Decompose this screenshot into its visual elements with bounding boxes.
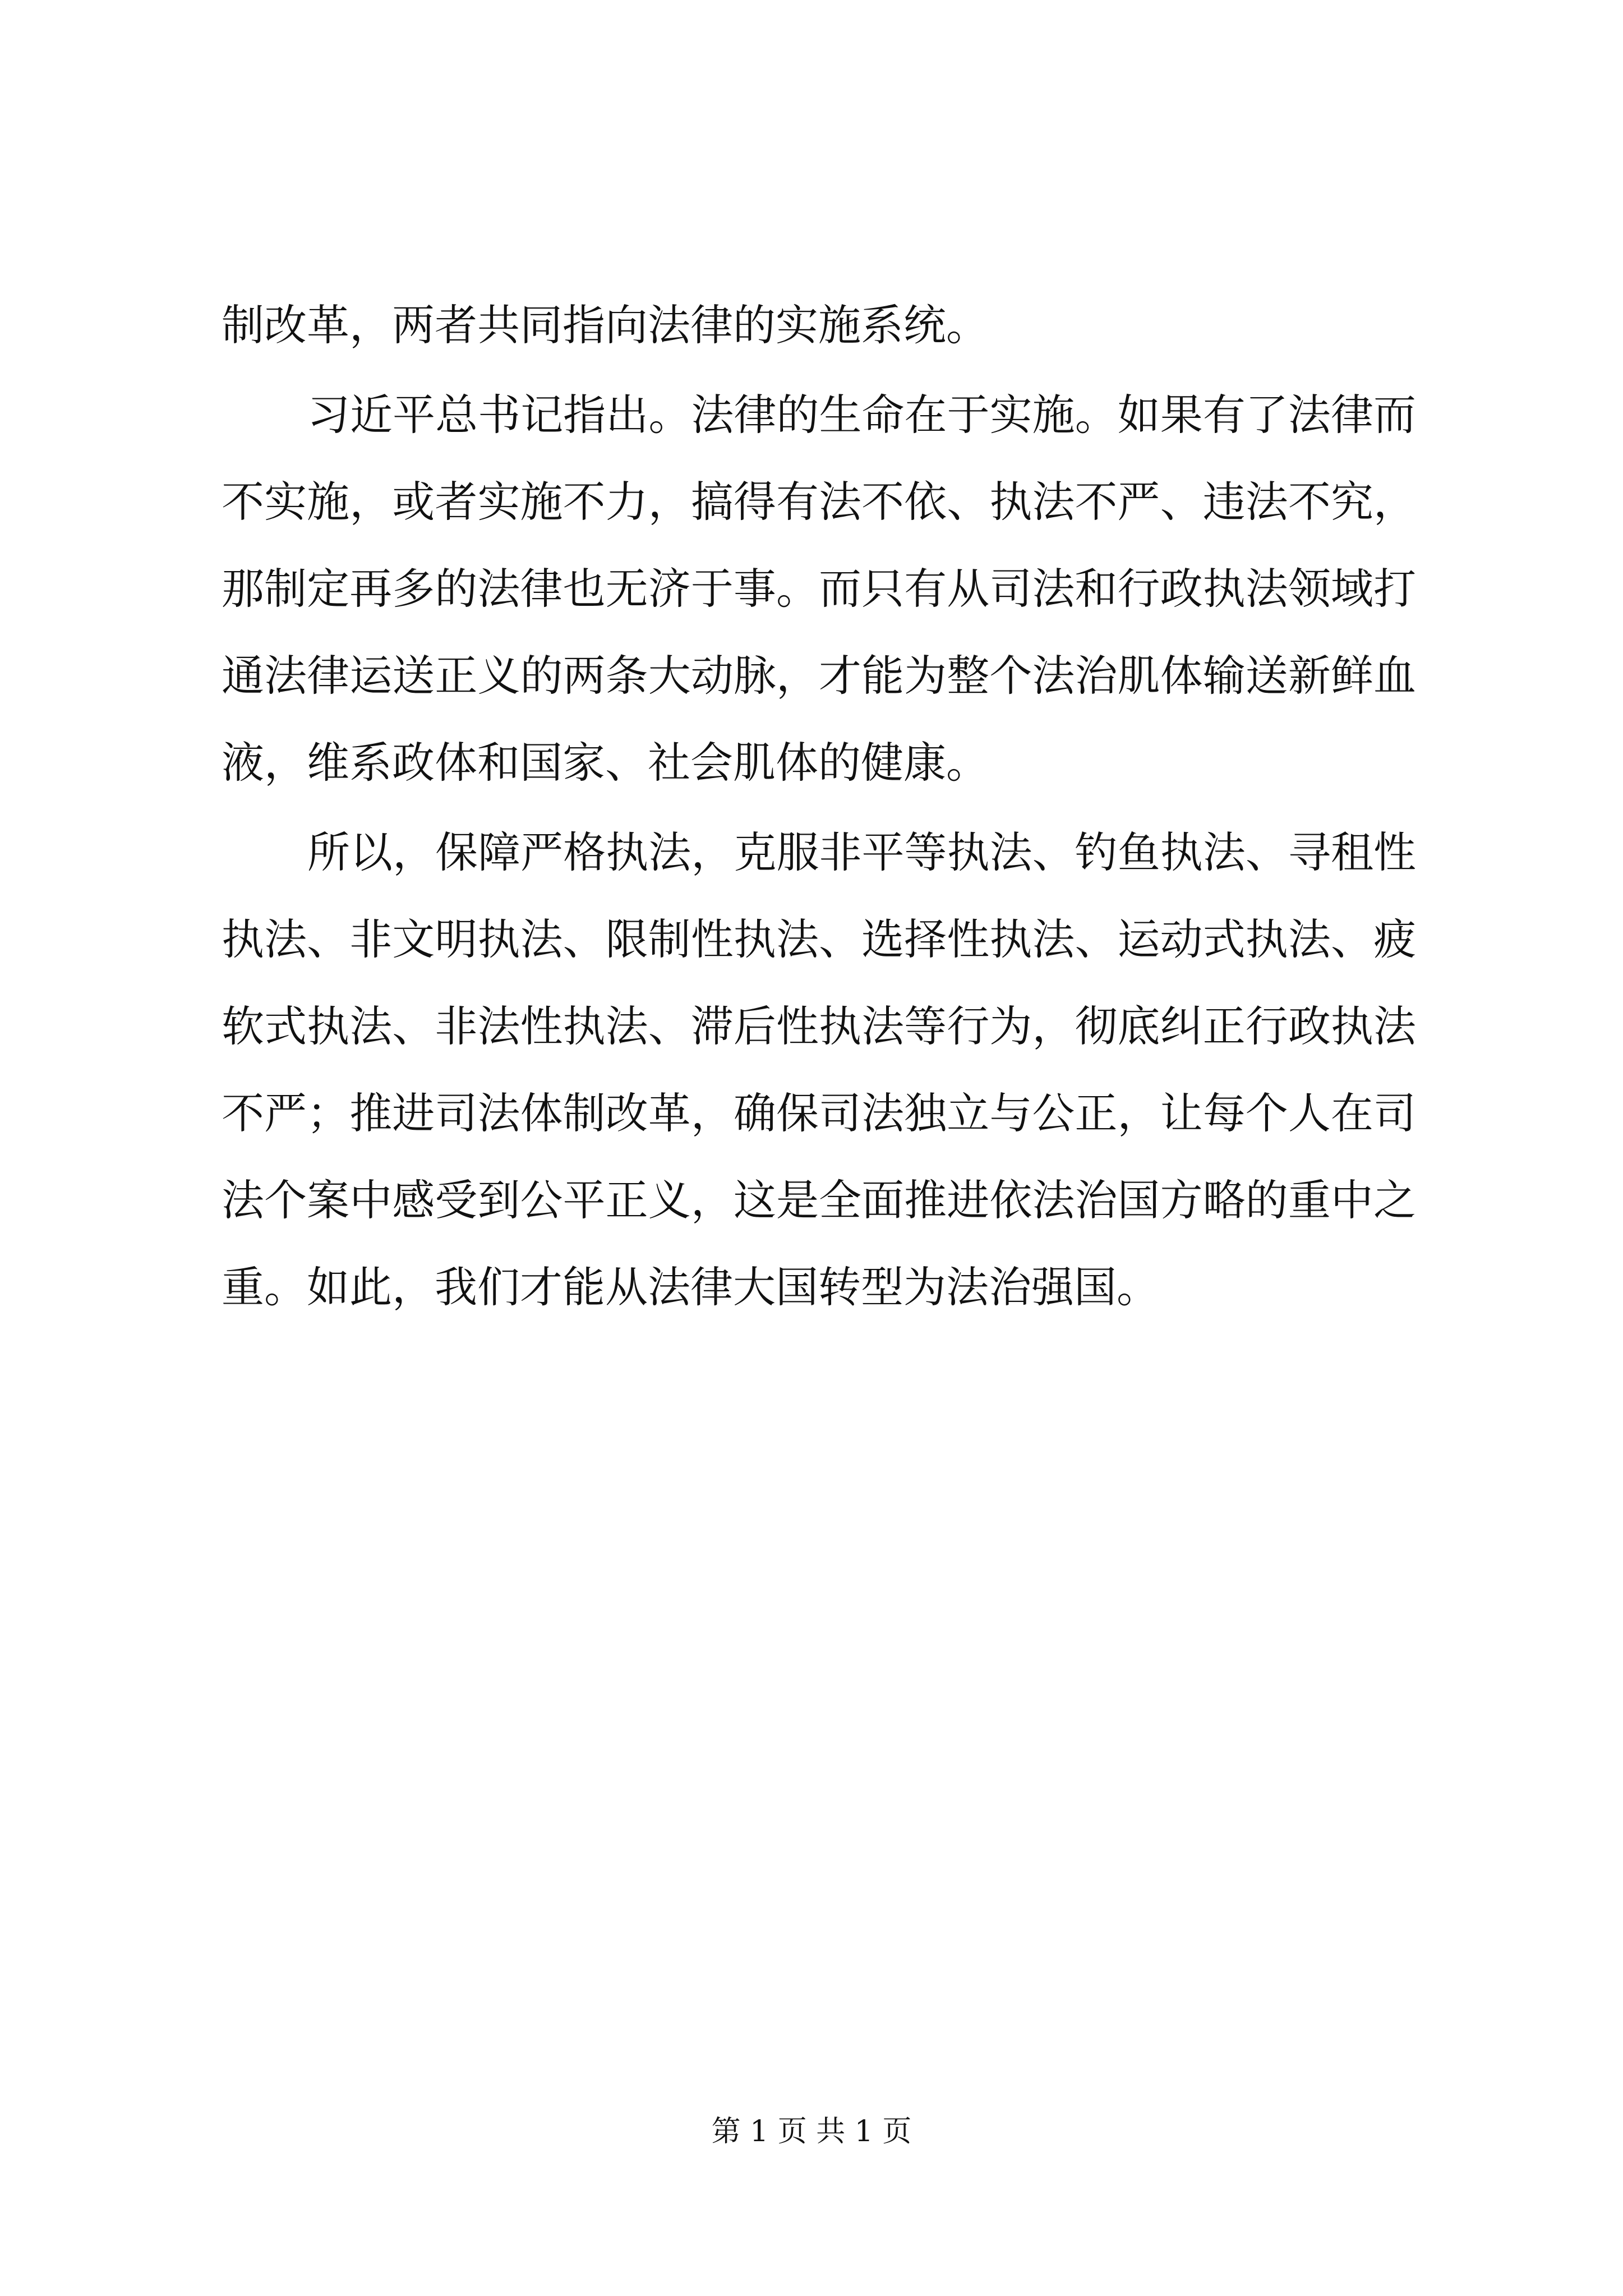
paragraph-line: 所以，保障严格执法，克服非平等执法、钓鱼执法、寻租性 [307,827,1416,877]
paragraph-line: 重。如此，我们才能从法律大国转型为法治强国。 [222,1262,1159,1312]
paragraph-line: 执法、非文明执法、限制性执法、选择性执法、运动式执法、疲 [222,914,1416,964]
page-number-footer: 第 1 页 共 1 页 [711,2115,912,2148]
paragraph-line: 通法律运送正义的两条大动脉，才能为整个法治肌体输送新鲜血 [222,651,1416,701]
paragraph-line: 习近平总书记指出。法律的生命在于实施。如果有了法律而 [307,390,1416,440]
paragraph-line: 软式执法、非法性执法、滞后性执法等行为，彻底纠正行政执法 [222,1001,1416,1051]
paragraph-line: 不严；推进司法体制改革，确保司法独立与公正，让每个人在司 [222,1088,1416,1138]
paragraph-line: 法个案中感受到公平正义，这是全面推进依法治国方略的重中之 [222,1175,1416,1225]
paragraph-line: 液，维系政体和国家、社会肌体的健康。 [222,738,989,788]
paragraph-line: 不实施，或者实施不力，搞得有法不依、执法不严、违法不究， [222,477,1416,527]
paragraph-line: 制改革，两者共同指向法律的实施系统。 [222,300,989,350]
paragraph-line: 那制定再多的法律也无济于事。而只有从司法和行政执法领域打 [222,564,1416,614]
